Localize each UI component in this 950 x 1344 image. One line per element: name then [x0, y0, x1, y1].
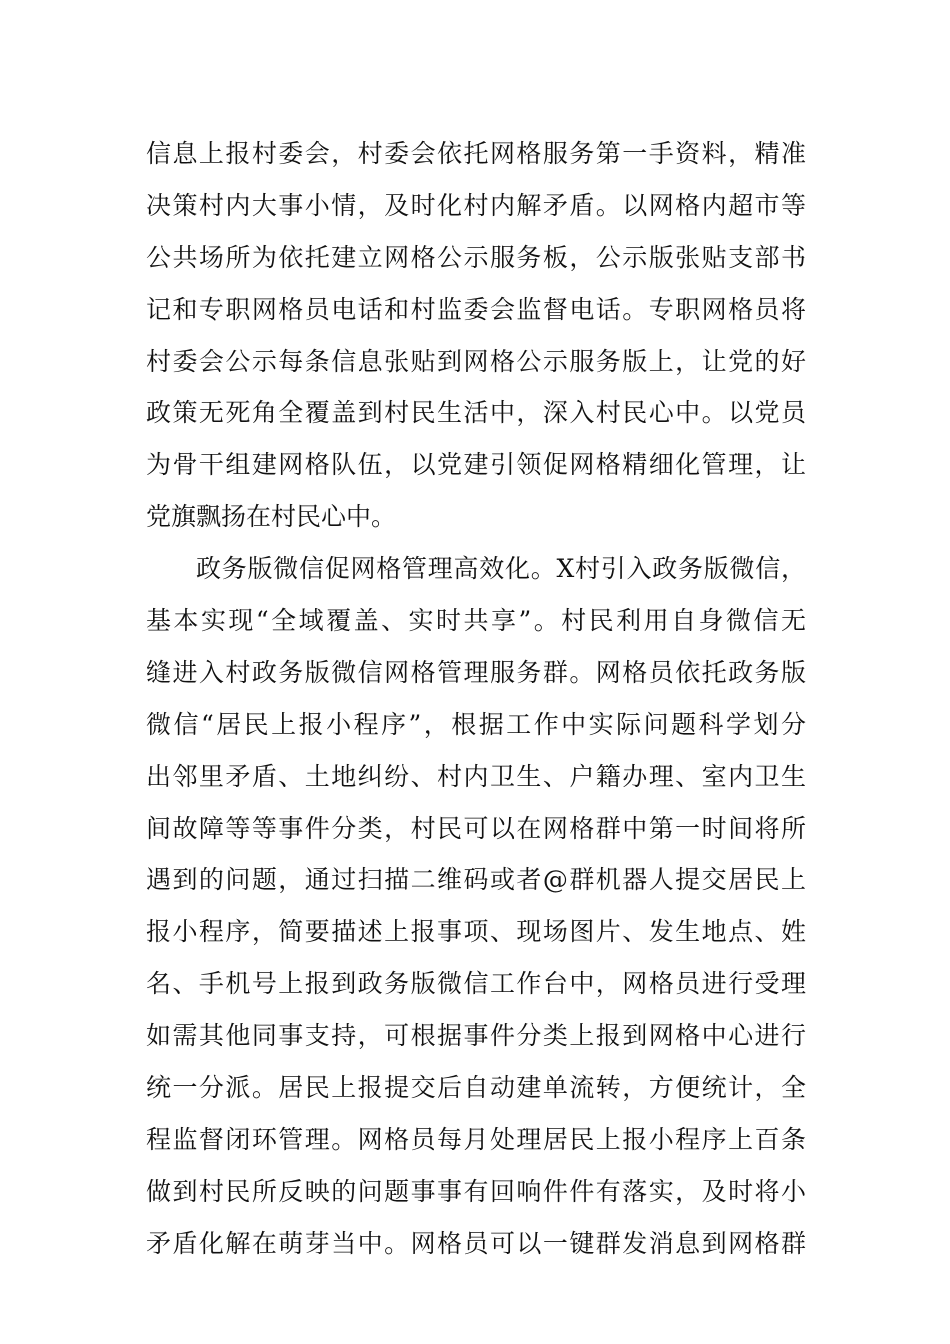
text-line: 微信“居民上报小程序”，根据工作中实际问题科学划分 — [146, 709, 806, 739]
paragraph-2 — [146, 543, 806, 1269]
text-line: 公共场所为依托建立网格公示服务板，公示版张贴支部书 — [146, 242, 806, 272]
text-line: 统一分派。居民上报提交后自动建单流转，方便统计，全 — [146, 1073, 806, 1103]
text-line: 政策无死角全覆盖到村民生活中，深入村民心中。以党员 — [146, 398, 806, 428]
text-line: 如需其他同事支持，可根据事件分类上报到网格中心进行 — [146, 1021, 806, 1051]
text-line: 村委会公示每条信息张贴到网格公示服务版上，让党的好 — [146, 346, 806, 376]
text-line: 遇到的问题，通过扫描二维码或者@群机器人提交居民上 — [146, 865, 806, 895]
text-line: 为骨干组建网格队伍，以党建引领促网格精细化管理，让 — [146, 450, 806, 480]
text-line: 出邻里矛盾、土地纠纷、村内卫生、户籍办理、室内卫生 — [146, 761, 806, 791]
text-line: 程监督闭环管理。网格员每月处理居民上报小程序上百条 — [146, 1124, 806, 1154]
text-line: 矛盾化解在萌芽当中。网格员可以一键群发消息到网格群 — [146, 1228, 806, 1258]
text-line: 报小程序，简要描述上报事项、现场图片、发生地点、姓 — [146, 917, 806, 947]
text-line: 政务版微信促网格管理高效化。X村引入政务版微信， — [196, 554, 806, 584]
text-line: 做到村民所反映的问题事事有回响件件有落实，及时将小 — [146, 1176, 806, 1206]
text-line: 基本实现“全域覆盖、实时共享”。村民利用自身微信无 — [146, 606, 806, 636]
text-line: 名、手机号上报到政务版微信工作台中，网格员进行受理 — [146, 969, 806, 999]
body-text — [146, 128, 806, 1270]
paragraph-1 — [146, 128, 806, 543]
text-line: 记和专职网格员电话和村监委会监督电话。专职网格员将 — [146, 294, 806, 324]
text-line: 信息上报村委会，村委会依托网格服务第一手资料，精准 — [146, 139, 806, 168]
text-line: 决策村内大事小情，及时化村内解矛盾。以网格内超市等 — [146, 190, 806, 220]
text-line: 党旗飘扬在村民心中。 — [146, 502, 397, 532]
text-line: 间故障等等事件分类，村民可以在网格群中第一时间将所 — [146, 813, 806, 843]
text-line: 缝进入村政务版微信网格管理服务群。网格员依托政务版 — [146, 657, 806, 687]
